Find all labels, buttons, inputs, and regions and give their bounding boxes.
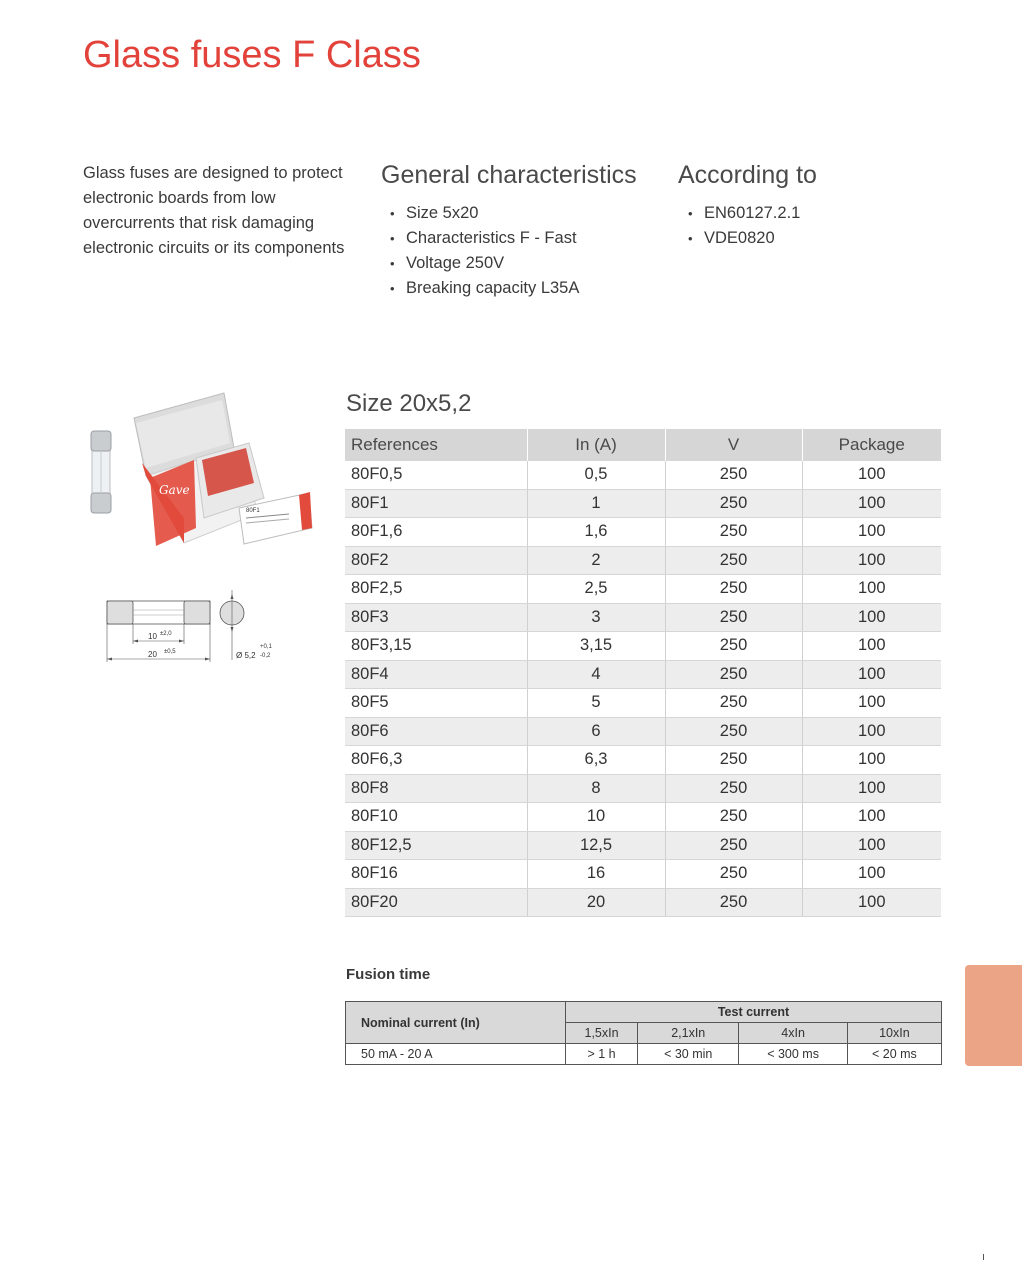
reference-cell: 80F16 bbox=[345, 860, 527, 889]
package-cell: 100 bbox=[802, 518, 941, 547]
package-cell: 100 bbox=[802, 489, 941, 518]
nominal-current-value: 50 mA - 20 A bbox=[346, 1044, 566, 1065]
list-item: • VDE0820 bbox=[682, 226, 800, 251]
current-cell: 0,5 bbox=[527, 461, 665, 489]
general-characteristics-heading: General characteristics bbox=[381, 161, 637, 189]
test-current-subheader: 4xIn bbox=[739, 1023, 847, 1044]
package-cell: 100 bbox=[802, 689, 941, 718]
package-cell: 100 bbox=[802, 632, 941, 661]
package-cell: 100 bbox=[802, 803, 941, 832]
column-header-in: In (A) bbox=[527, 429, 665, 461]
table-row bbox=[345, 774, 941, 803]
page-title: Glass fuses F Class bbox=[83, 34, 421, 76]
current-cell: 1,6 bbox=[527, 518, 665, 547]
reference-cell: 80F5 bbox=[345, 689, 527, 718]
voltage-cell: 250 bbox=[665, 774, 802, 803]
dim-diameter-tol-minus: -0,2 bbox=[260, 653, 271, 659]
box-label-ref: 80F1 bbox=[246, 508, 260, 514]
column-header-references: References bbox=[345, 429, 527, 461]
size-table-title: Size 20x5,2 bbox=[346, 390, 472, 417]
list-item: • Voltage 250V bbox=[384, 251, 579, 276]
reference-cell: 80F20 bbox=[345, 888, 527, 917]
current-cell: 1 bbox=[527, 489, 665, 518]
table-row bbox=[345, 717, 941, 746]
according-to-list bbox=[682, 201, 800, 251]
fusion-time-value: < 30 min bbox=[638, 1044, 739, 1065]
voltage-cell: 250 bbox=[665, 888, 802, 917]
list-item: • Breaking capacity L35A bbox=[384, 276, 579, 301]
table-row bbox=[345, 689, 941, 718]
table-header-row bbox=[346, 1002, 942, 1023]
list-item: • Size 5x20 bbox=[384, 201, 579, 226]
current-cell: 3,15 bbox=[527, 632, 665, 661]
voltage-cell: 250 bbox=[665, 575, 802, 604]
package-cell: 100 bbox=[802, 660, 941, 689]
list-item: • EN60127.2.1 bbox=[682, 201, 800, 226]
package-cell: 100 bbox=[802, 546, 941, 575]
test-current-subheader: 10xIn bbox=[847, 1023, 941, 1044]
section-side-tab bbox=[965, 965, 1022, 1066]
dim-outer-tol-text: ±0,5 bbox=[164, 649, 176, 655]
package-cell: 100 bbox=[802, 575, 941, 604]
voltage-cell: 250 bbox=[665, 803, 802, 832]
reference-cell: 80F1 bbox=[345, 489, 527, 518]
current-cell: 3 bbox=[527, 603, 665, 632]
fusion-time-table bbox=[345, 1001, 942, 1065]
product-photo bbox=[84, 388, 324, 558]
test-current-subheader: 1,5xIn bbox=[566, 1023, 638, 1044]
voltage-cell: 250 bbox=[665, 632, 802, 661]
current-cell: 6 bbox=[527, 717, 665, 746]
references-table-body bbox=[345, 461, 941, 917]
table-row bbox=[345, 660, 941, 689]
package-cell: 100 bbox=[802, 746, 941, 775]
fusion-time-value: < 20 ms bbox=[847, 1044, 941, 1065]
voltage-cell: 250 bbox=[665, 689, 802, 718]
table-row bbox=[345, 632, 941, 661]
table-row bbox=[345, 489, 941, 518]
table-row bbox=[345, 603, 941, 632]
voltage-cell: 250 bbox=[665, 660, 802, 689]
voltage-cell: 250 bbox=[665, 717, 802, 746]
reference-cell: 80F4 bbox=[345, 660, 527, 689]
test-current-header: Test current bbox=[566, 1002, 942, 1023]
current-cell: 20 bbox=[527, 888, 665, 917]
current-cell: 12,5 bbox=[527, 831, 665, 860]
references-table bbox=[345, 429, 941, 917]
table-row bbox=[345, 860, 941, 889]
voltage-cell: 250 bbox=[665, 603, 802, 632]
table-row bbox=[345, 461, 941, 489]
column-header-v: V bbox=[665, 429, 802, 461]
reference-cell: 80F10 bbox=[345, 803, 527, 832]
voltage-cell: 250 bbox=[665, 546, 802, 575]
glass-fuse-image bbox=[91, 431, 111, 513]
table-row bbox=[345, 518, 941, 547]
reference-cell: 80F6 bbox=[345, 717, 527, 746]
reference-cell: 80F1,6 bbox=[345, 518, 527, 547]
reference-cell: 80F2,5 bbox=[345, 575, 527, 604]
current-cell: 5 bbox=[527, 689, 665, 718]
table-row bbox=[346, 1044, 942, 1065]
voltage-cell: 250 bbox=[665, 489, 802, 518]
voltage-cell: 250 bbox=[665, 746, 802, 775]
fusion-time-title: Fusion time bbox=[346, 966, 431, 983]
current-cell: 16 bbox=[527, 860, 665, 889]
current-cell: 8 bbox=[527, 774, 665, 803]
current-cell: 10 bbox=[527, 803, 665, 832]
fusion-time-value: > 1 h bbox=[566, 1044, 638, 1065]
dim-inner-tol-text: ±2,0 bbox=[160, 631, 172, 637]
voltage-cell: 250 bbox=[665, 860, 802, 889]
current-cell: 2 bbox=[527, 546, 665, 575]
table-row bbox=[345, 888, 941, 917]
reference-cell: 80F2 bbox=[345, 546, 527, 575]
test-current-subheader: 2,1xIn bbox=[638, 1023, 739, 1044]
package-cell: 100 bbox=[802, 603, 941, 632]
page-marker bbox=[983, 1254, 984, 1260]
nominal-current-header: Nominal current (In) bbox=[346, 1002, 566, 1044]
product-box-image bbox=[134, 393, 312, 546]
according-to-heading: According to bbox=[678, 161, 817, 189]
dim-outer-text: 20 bbox=[148, 650, 157, 659]
package-cell: 100 bbox=[802, 831, 941, 860]
box-brand-text: Gave bbox=[159, 483, 190, 497]
table-row bbox=[345, 746, 941, 775]
dim-diameter-tol-plus: +0,1 bbox=[260, 644, 272, 650]
reference-cell: 80F12,5 bbox=[345, 831, 527, 860]
current-cell: 4 bbox=[527, 660, 665, 689]
table-row bbox=[345, 803, 941, 832]
table-row bbox=[345, 575, 941, 604]
dim-diameter-text: Ø 5,2 bbox=[236, 651, 256, 660]
current-cell: 2,5 bbox=[527, 575, 665, 604]
package-cell: 100 bbox=[802, 860, 941, 889]
voltage-cell: 250 bbox=[665, 461, 802, 489]
voltage-cell: 250 bbox=[665, 831, 802, 860]
intro-text: Glass fuses are designed to protect electronic boards from low overcurrents that risk damaging electronic circuits or its components bbox=[83, 164, 345, 257]
package-cell: 100 bbox=[802, 461, 941, 489]
voltage-cell: 250 bbox=[665, 518, 802, 547]
reference-cell: 80F0,5 bbox=[345, 461, 527, 489]
column-header-package: Package bbox=[802, 429, 941, 461]
current-cell: 6,3 bbox=[527, 746, 665, 775]
fusion-time-value: < 300 ms bbox=[739, 1044, 847, 1065]
fuse-dimension-drawing bbox=[104, 586, 284, 666]
table-row bbox=[345, 831, 941, 860]
reference-cell: 80F8 bbox=[345, 774, 527, 803]
reference-cell: 80F3,15 bbox=[345, 632, 527, 661]
list-item: • Characteristics F - Fast bbox=[384, 226, 579, 251]
package-cell: 100 bbox=[802, 888, 941, 917]
package-cell: 100 bbox=[802, 774, 941, 803]
reference-cell: 80F3 bbox=[345, 603, 527, 632]
dim-inner-text: 10 bbox=[148, 632, 157, 641]
table-header-row bbox=[345, 429, 941, 461]
table-row bbox=[345, 546, 941, 575]
package-cell: 100 bbox=[802, 717, 941, 746]
general-characteristics-list bbox=[384, 201, 579, 301]
reference-cell: 80F6,3 bbox=[345, 746, 527, 775]
